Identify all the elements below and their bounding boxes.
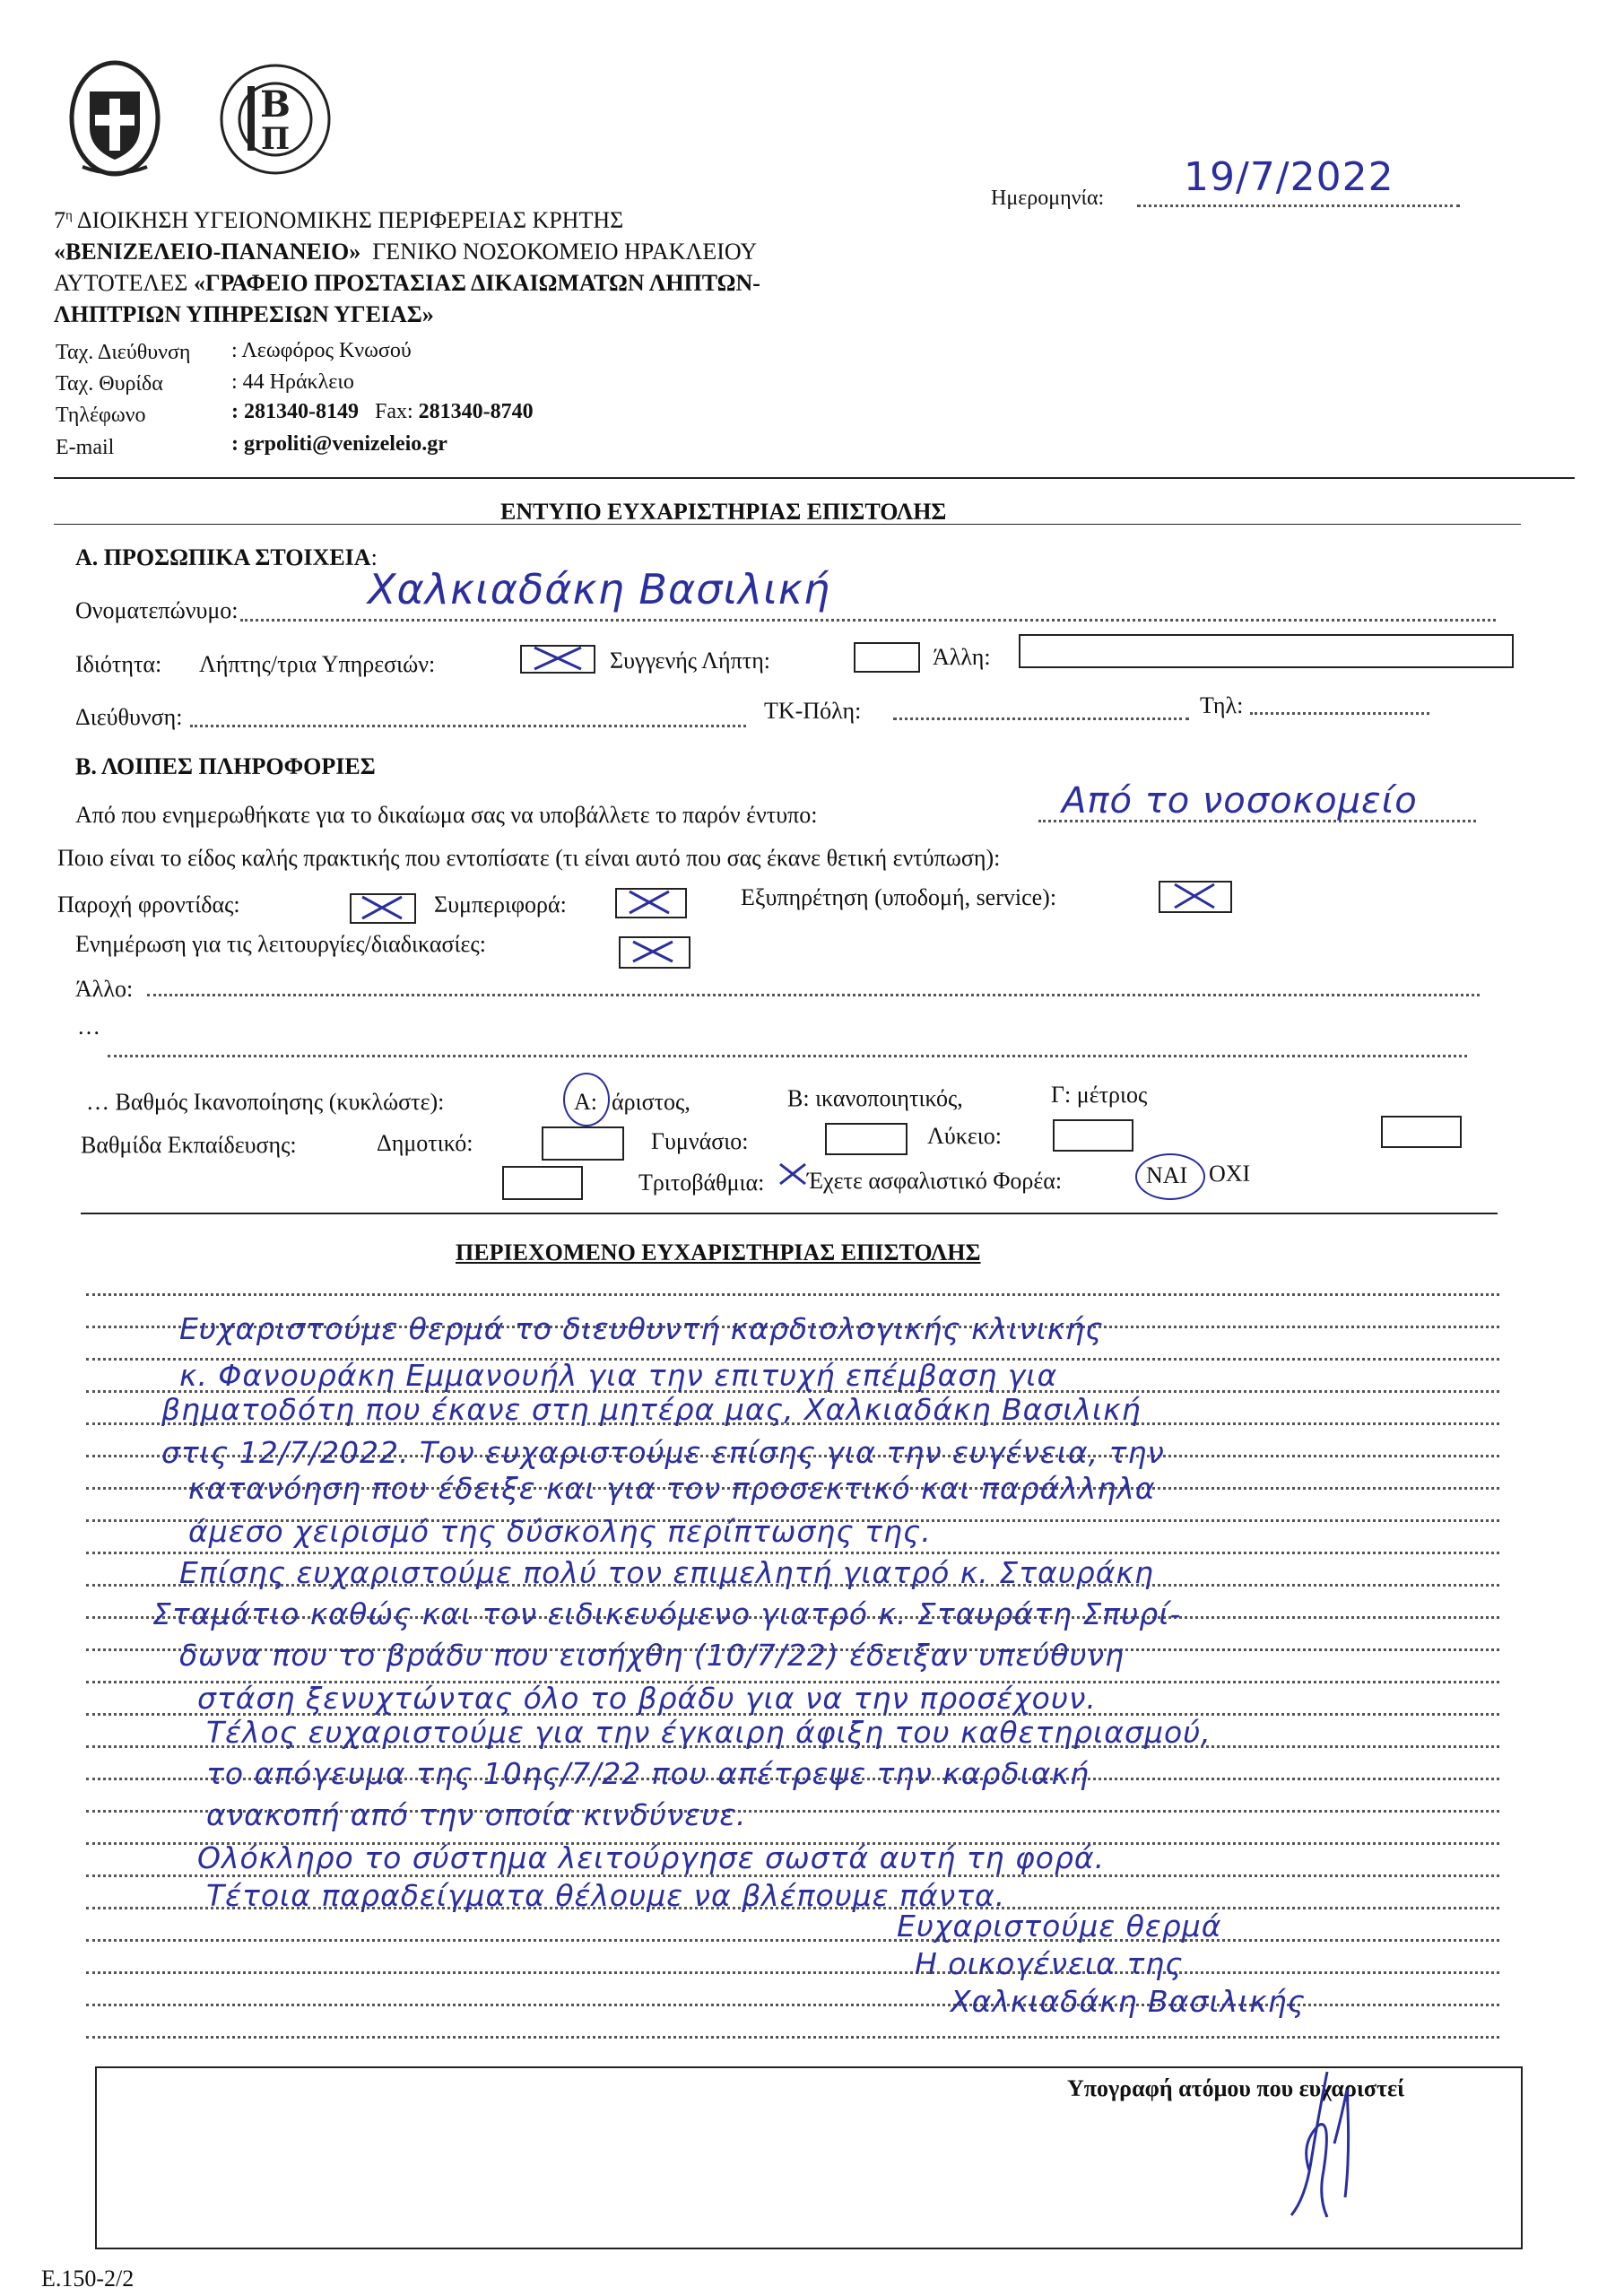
recipient-label: Λήπτης/τρια Υπηρεσιών: bbox=[199, 651, 436, 677]
letter-line: το απόγευμα της 10ης/7/22 που απέτρεψε την καρδιακή bbox=[206, 1756, 1090, 1791]
name-label: Ονοματεπώνυμο: bbox=[75, 597, 239, 623]
tertiary-checkbox[interactable] bbox=[502, 1166, 583, 1200]
continuation-dotted-line bbox=[108, 1055, 1467, 1057]
tertiary-x-mark bbox=[775, 1161, 811, 1187]
letter-line: κατανόηση που έδειξε και για τον προσεκτικό και παράλληλα bbox=[188, 1471, 1156, 1506]
source-answer: Από το νοσοκομείο bbox=[1062, 780, 1418, 822]
address-label: Ταχ. Διεύθυνση bbox=[56, 341, 191, 364]
satisfaction-a-letter: Α: bbox=[574, 1089, 597, 1115]
relative-label: Συγγενής Λήπτη: bbox=[610, 648, 771, 674]
svg-text:Β: Β bbox=[260, 83, 291, 126]
authority-number: 7 bbox=[54, 207, 65, 233]
address-dotted-line bbox=[190, 725, 746, 727]
signature-scribble bbox=[1264, 2063, 1372, 2224]
behavior-label: Συμπεριφορά: bbox=[434, 891, 567, 918]
city-dotted-line bbox=[893, 718, 1189, 720]
office-line-2: ΛΗΠΤΡΙΩΝ ΥΠΗΡΕΣΙΩΝ ΥΓΕΙΑΣ» bbox=[54, 301, 434, 327]
other-practice-label: Άλλο: bbox=[75, 976, 134, 1002]
behavior-x-mark bbox=[622, 888, 676, 917]
letter-dotted-line bbox=[86, 2036, 1499, 2039]
letter-line: Τέλος ευχαριστούμε για την έγκαιρη άφιξη του καθετηριασμού, bbox=[206, 1715, 1211, 1750]
letter-dotted-line bbox=[86, 1552, 1499, 1554]
coat-of-arms-logo bbox=[65, 56, 165, 179]
content-title: ΠΕΡΙΕΧΟΜΕΝΟ ΕΥΧΑΡΙΣΤΗΡΙΑΣ ΕΠΙΣΤΟΛΗΣ bbox=[456, 1239, 981, 1265]
primary-checkbox[interactable] bbox=[542, 1126, 624, 1161]
tel-label: Τηλ: bbox=[1200, 692, 1244, 718]
closing-line: Η οικογένεια της bbox=[915, 1946, 1184, 1981]
satisfaction-a-circle bbox=[563, 1073, 610, 1126]
tertiary-label: Τριτοβάθμια: bbox=[638, 1170, 765, 1196]
insurance-no: ΟΧΙ bbox=[1209, 1161, 1251, 1187]
form-title: ΕΝΤΥΠΟ ΕΥΧΑΡΙΣΤΗΡΙΑΣ ΕΠΙΣΤΟΛΗΣ bbox=[500, 499, 947, 525]
phone-line bbox=[231, 400, 534, 424]
form-code: Ε.150-2/2 bbox=[41, 2266, 135, 2292]
date-dotted-line bbox=[1137, 204, 1460, 207]
phone-label: Τηλέφωνο bbox=[56, 404, 146, 427]
letter-line: Ευχαριστούμε θερμά το διευθυντή καρδιολογικής κλινικής bbox=[179, 1311, 1104, 1346]
authority-text: ΔΙΟΙΚΗΣΗ ΥΓΕΙΟΝΟΜΙΚΗΣ ΠΕΡΙΦΕΡΕΙΑΣ ΚΡΗΤΗΣ bbox=[72, 207, 624, 233]
section-a-colon: : bbox=[370, 544, 378, 570]
satisfaction-c: Γ: μέτριος bbox=[1051, 1082, 1148, 1108]
letter-line: δωνα που το βράδυ που εισήχθη (10/7/22) έδειξαν υπεύθυνη bbox=[179, 1638, 1125, 1673]
authority-sup: η bbox=[65, 208, 73, 223]
satisfaction-label: … Βαθμός Ικανοποίησης (κυκλώστε): bbox=[86, 1089, 445, 1115]
header-divider bbox=[54, 477, 1575, 479]
pobox-value: : 44 Ηράκλειο bbox=[231, 370, 354, 394]
satisfaction-b: Β: ικανοποιητικός, bbox=[787, 1085, 963, 1111]
hospital-name: «ΒΕΝΙΖΕΛΕΙΟ-ΠΑΝΑΝΕΙΟ» bbox=[54, 239, 361, 265]
hospital-logo bbox=[219, 59, 332, 179]
svg-text:Π: Π bbox=[260, 121, 291, 157]
letter-dotted-line bbox=[86, 1293, 1499, 1296]
primary-label: Δημοτικό: bbox=[377, 1130, 473, 1156]
letter-line: Τέτοια παραδείγματα θέλουμε να βλέπουμε πάντα. bbox=[206, 1878, 1006, 1913]
letter-line: Ολόκληρο το σύστημα λειτούργησε σωστά αυτή τη φορά. bbox=[197, 1840, 1106, 1875]
hospital-desc: ΓΕΝΙΚΟ ΝΟΣΟΚΟΜΕΙΟ ΗΡΑΚΛΕΙΟΥ bbox=[372, 239, 758, 265]
email-label: E-mail bbox=[56, 436, 115, 459]
letter-dotted-line bbox=[86, 1971, 1499, 1974]
office-prefix: ΑΥΤΟΤΕΛΕΣ bbox=[54, 270, 194, 296]
title-underline bbox=[54, 524, 1521, 525]
authority-line bbox=[54, 207, 623, 234]
status-label: Ιδιότητα: bbox=[75, 651, 162, 677]
office-line-1 bbox=[54, 270, 760, 297]
satisfaction-a: άριστος, bbox=[612, 1089, 690, 1115]
name-value: Χαλκιαδάκη Βασιλική bbox=[368, 565, 831, 613]
info-label: Ενημέρωση για τις λειτουργίες/διαδικασίες: bbox=[75, 931, 486, 957]
insurance-label: Έχετε ασφαλιστικό Φορέα: bbox=[807, 1168, 1063, 1194]
office-name-1: «ΓΡΑΦΕΙΟ ΠΡΟΣΤΑΣΙΑΣ ΔΙΚΑΙΩΜΑΤΩΝ ΛΗΠΤΩΝ- bbox=[193, 270, 760, 296]
address-value: : Λεωφόρος Κνωσού bbox=[231, 339, 412, 362]
letter-line: κ. Φανουράκη Εμμανουήλ για την επιτυχή επέμβαση για bbox=[179, 1358, 1058, 1393]
hospital-line bbox=[54, 239, 757, 265]
info-x-mark bbox=[626, 938, 680, 965]
education-label: Βαθμίδα Εκπαίδευσης: bbox=[81, 1132, 297, 1158]
fax-value: 281340-8740 bbox=[418, 400, 534, 423]
section-divider bbox=[81, 1213, 1498, 1214]
letter-line: βηματοδότη που έκανε στη μητέρα μας, Χαλκιαδάκη Βασιλική bbox=[161, 1392, 1142, 1427]
practice-question: Ποιο είναι το είδος καλής πρακτικής που εντοπίσατε (τι είναι αυτό που σας έκανε θετική εντύπωση): bbox=[57, 845, 1001, 871]
recipient-x-mark bbox=[529, 644, 586, 673]
lyceum-label: Λύκειο: bbox=[927, 1123, 1002, 1149]
email-value: : grpoliti@venizeleio.gr bbox=[231, 432, 447, 456]
date-value: 19/7/2022 bbox=[1184, 154, 1394, 200]
relative-checkbox[interactable] bbox=[854, 642, 920, 673]
other-practice-dotted-line bbox=[147, 994, 1480, 996]
letter-line: ανακοπή από την οποία κινδύνευε. bbox=[206, 1797, 747, 1832]
address-field-label: Διεύθυνση: bbox=[75, 704, 183, 730]
extra-checkbox[interactable] bbox=[1381, 1116, 1462, 1148]
letter-line: στις 12/7/2022. Τον ευχαριστούμε επίσης για την ευγένεια, την bbox=[161, 1435, 1165, 1470]
city-label: ΤΚ-Πόλη: bbox=[764, 698, 862, 724]
letter-line: Σταμάτιο καθώς και τον ειδικευόμενο γιατρό κ. Σταυράτη Σπυρί- bbox=[152, 1596, 1182, 1631]
section-b-title: Β. ΛΟΙΠΕΣ ΠΛΗΡΟΦΟΡΙΕΣ bbox=[75, 753, 376, 779]
service-label: Εξυπηρέτηση (υποδομή, service): bbox=[741, 884, 1057, 910]
date-label: Ημερομηνία: bbox=[991, 187, 1105, 210]
section-a-text: Α. ΠΡΟΣΩΠΙΚΑ ΣΤΟΙΧΕΙΑ bbox=[75, 544, 371, 570]
pobox-label: Ταχ. Θυρίδα bbox=[56, 372, 163, 396]
insurance-yes: ΝΑΙ bbox=[1146, 1162, 1188, 1188]
letter-line: άμεσο χειρισμό της δύσκολης περίπτωσης της. bbox=[188, 1514, 932, 1549]
closing-line: Χαλκιαδάκη Βασιλικής bbox=[951, 1984, 1306, 2019]
lyceum-checkbox[interactable] bbox=[1053, 1119, 1133, 1152]
closing-line: Ευχαριστούμε θερμά bbox=[897, 1909, 1222, 1944]
letter-line: Επίσης ευχαριστούμε πολύ τον επιμελητή γιατρό κ. Σταυράκη bbox=[179, 1555, 1154, 1590]
gymnasium-checkbox[interactable] bbox=[825, 1123, 908, 1155]
fax-label: Fax: bbox=[374, 400, 419, 423]
letter-line: στάση ξενυχτώντας όλο το βράδυ για να την προσέχουν. bbox=[197, 1681, 1097, 1716]
letter-dotted-line bbox=[86, 1939, 1499, 1942]
other-status-label: Άλλη: bbox=[933, 644, 991, 670]
section-a-title bbox=[75, 544, 378, 571]
phone-value: : 281340-8149 bbox=[231, 400, 359, 423]
other-status-field[interactable] bbox=[1019, 634, 1514, 668]
name-dotted-line bbox=[240, 619, 1496, 622]
continuation-ellipsis: … bbox=[77, 1013, 100, 1039]
source-question: Από που ενημερωθήκατε για το δικαίωμα σας να υποβάλλετε το παρόν έντυπο: bbox=[75, 802, 818, 828]
insurance-yes-circle bbox=[1135, 1153, 1205, 1200]
service-x-mark bbox=[1168, 881, 1221, 911]
gymnasium-label: Γυμνάσιο: bbox=[651, 1128, 749, 1154]
tel-dotted-line bbox=[1250, 712, 1429, 715]
care-label: Παροχή φροντίδας: bbox=[57, 891, 240, 918]
signature-label: Υπογραφή ατόμου που ευχαριστεί bbox=[1067, 2075, 1405, 2101]
care-x-mark bbox=[355, 893, 409, 922]
